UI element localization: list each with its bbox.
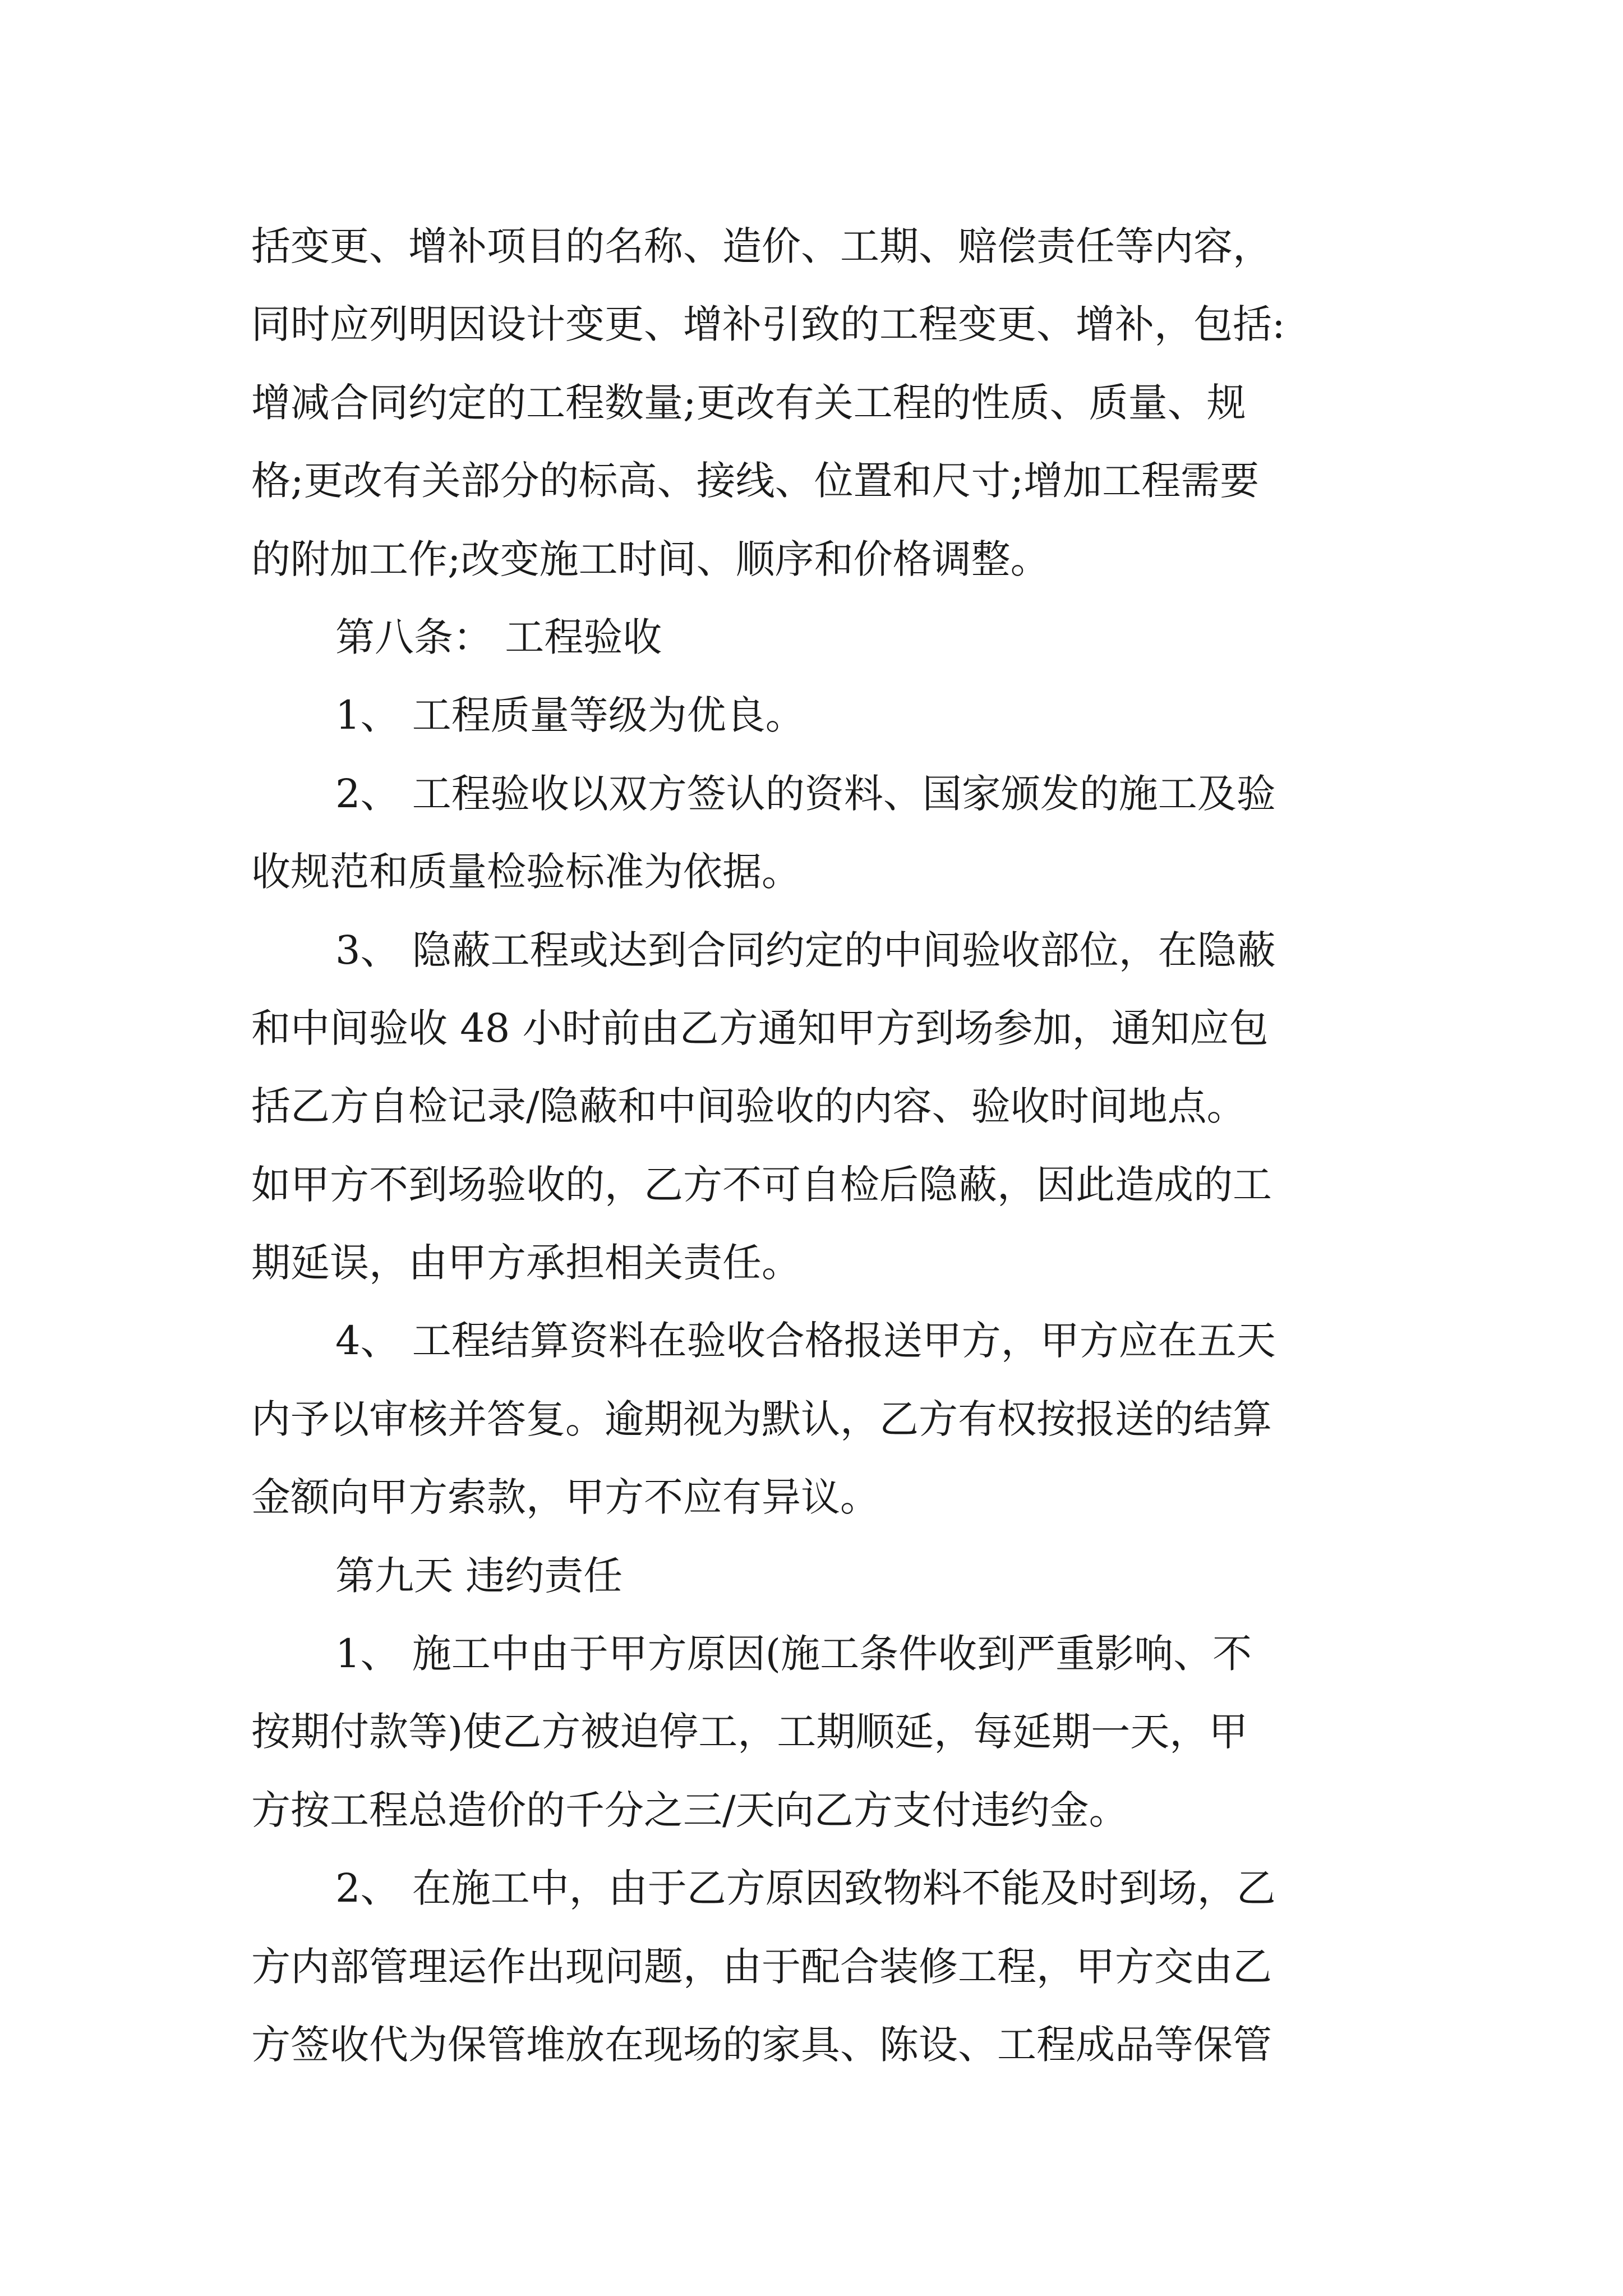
section-heading: 第八条： 工程验收: [335, 614, 662, 660]
clause-9-1: [251, 1615, 1373, 1849]
document-body: [251, 208, 1373, 2084]
text-line: 和中间验收 48 小时前由乙方通知甲方到场参加，通知应包: [251, 1005, 1269, 1051]
clause-9-2: [251, 1849, 1373, 2084]
text-line: 格;更改有关部分的标高、接线、位置和尺寸;增加工程需要: [251, 458, 1260, 504]
clause-8-4: [251, 1302, 1373, 1536]
text-line: 2、 工程验收以双方签认的资料、国家颁发的施工及验: [335, 770, 1276, 817]
text-line: 期延误，由甲方承担相关责任。: [251, 1240, 801, 1286]
text-line: 金额向甲方索款，甲方不应有异议。: [251, 1474, 879, 1521]
clause-8-1: [251, 677, 1373, 754]
clause-8-3: [251, 912, 1373, 1303]
text-line: 3、 隐蔽工程或达到合同约定的中间验收部位，在隐蔽: [335, 927, 1276, 973]
text-line: 方内部管理运作出现问题，由于配合装修工程，甲方交由乙: [251, 1943, 1272, 1990]
paragraph-change-scope: [251, 208, 1373, 599]
heading-article-8: [251, 599, 1373, 677]
text-line: 2、 在施工中，由于乙方原因致物料不能及时到场，乙: [335, 1865, 1276, 1912]
text-line: 的附加工作;改变施工时间、顺序和价格调整。: [251, 536, 1050, 582]
text-line: 1、 施工中由于甲方原因(施工条件收到严重影响、不: [335, 1631, 1252, 1677]
text-line: 括乙方自检记录/隐蔽和中间验收的内容、验收时间地点。: [251, 1083, 1246, 1130]
clause-8-2: [251, 755, 1373, 912]
section-heading: 第九天 违约责任: [335, 1552, 623, 1599]
text-line: 增减合同约定的工程数量;更改有关工程的性质、质量、规: [251, 379, 1246, 426]
text-line: 收规范和质量检验标准为依据。: [251, 849, 801, 895]
text-line: 方签收代为保管堆放在现场的家具、陈设、工程成品等保管: [251, 2021, 1272, 2068]
text-line: 如甲方不到场验收的，乙方不可自检后隐蔽，因此造成的工: [251, 1161, 1272, 1208]
heading-article-9: [251, 1537, 1373, 1615]
text-line: 1、 工程质量等级为优良。: [335, 692, 805, 739]
text-line: 括变更、增补项目的名称、造价、工期、赔偿责任等内容，: [251, 223, 1272, 269]
text-line: 同时应列明因设计变更、增补引致的工程变更、增补，包括:: [251, 301, 1285, 348]
text-line: 4、 工程结算资料在验收合格报送甲方，甲方应在五天: [335, 1318, 1276, 1364]
text-line: 方按工程总造价的千分之三/天向乙方支付违约金。: [251, 1787, 1128, 1833]
text-line: 内予以审核并答复。逾期视为默认，乙方有权按报送的结算: [251, 1396, 1272, 1442]
text-line: 按期付款等)使乙方被迫停工，工期顺延，每延期一天，甲: [251, 1709, 1248, 1755]
